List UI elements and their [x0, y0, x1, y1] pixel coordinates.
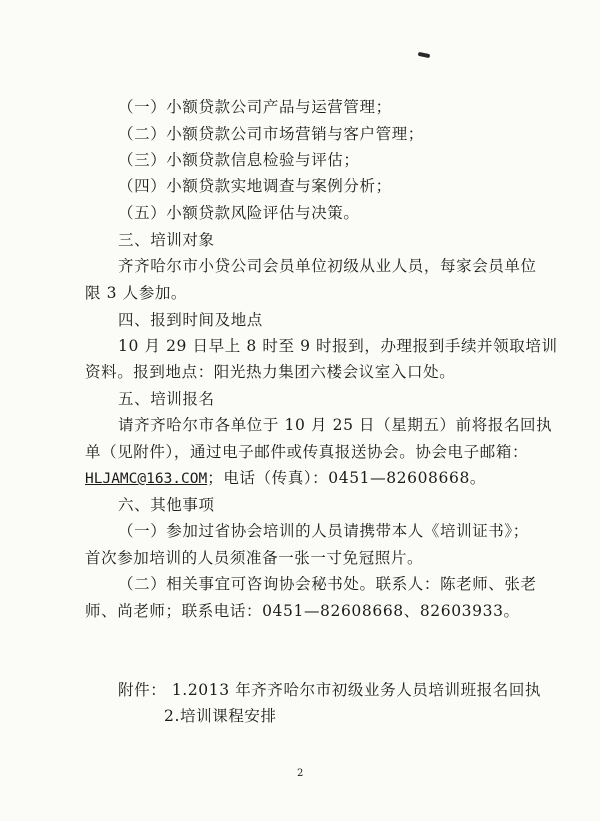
- attachments-label: 附件：: [118, 681, 167, 699]
- other-matters-item-2-line-1: （二）相关事宜可咨询协会秘书处。联系人：陈老师、张老: [118, 575, 537, 593]
- training-content-item-4: （四）小额贷款实地调查与案例分析；: [118, 177, 392, 195]
- training-content-item-2: （二）小额贷款公司市场营销与客户管理；: [118, 125, 424, 143]
- section-heading-other-matters: 六、其他事项: [118, 496, 215, 514]
- attachments-line-1: [118, 680, 541, 700]
- section-heading-enrollment: 五、培训报名: [118, 390, 215, 408]
- target-audience-text-line-1: 齐齐哈尔市小贷公司会员单位初级从业人员，每家会员单位: [118, 257, 537, 275]
- section-heading-registration-time-place: 四、报到时间及地点: [118, 311, 263, 329]
- target-audience-text-line-2: 限 3 人参加。: [85, 284, 188, 302]
- other-matters-item-1-line-1: （一）参加过省协会培训的人员请携带本人《培训证书》；: [118, 522, 529, 540]
- registration-time-text-line-1: 10 月 29 日早上 8 时至 9 时报到，办理报到手续并领取培训: [118, 337, 558, 355]
- enrollment-text-line-1: 请齐齐哈尔市各单位于 10 月 25 日（星期五）前将报名回执: [118, 416, 553, 434]
- registration-time-text-line-2: 资料。报到地点：阳光热力集团六楼会议室入口处。: [85, 363, 456, 381]
- training-content-item-5: （五）小额贷款风险评估与决策。: [118, 204, 360, 222]
- attachment-item-2: 2.培训课程安排: [164, 707, 277, 725]
- other-matters-item-2-line-2: 师、尚老师；联系电话：0451—82608668、82603933。: [85, 602, 520, 620]
- enrollment-contact-line: [85, 468, 486, 489]
- association-email-link[interactable]: HLJAMC@163.COM: [85, 471, 208, 487]
- enrollment-text-line-2: 单（见附件），通过电子邮件或传真报送协会。协会电子邮箱：: [85, 443, 529, 461]
- other-matters-item-1-line-2: 首次参加培训的人员须准备一张一寸免冠照片。: [85, 549, 424, 567]
- section-heading-target-audience: 三、培训对象: [118, 231, 215, 249]
- page-number: 2: [297, 768, 304, 779]
- association-phone-text: ；电话（传真）：0451—82608668。: [207, 469, 487, 487]
- training-content-item-3: （三）小额贷款信息检验与评估；: [118, 151, 360, 169]
- scan-speck: [418, 52, 431, 58]
- training-content-item-1: （一）小额贷款公司产品与运营管理；: [118, 98, 392, 116]
- attachment-item-1: 1.2013 年齐齐哈尔市初级业务人员培训班报名回执: [171, 681, 542, 699]
